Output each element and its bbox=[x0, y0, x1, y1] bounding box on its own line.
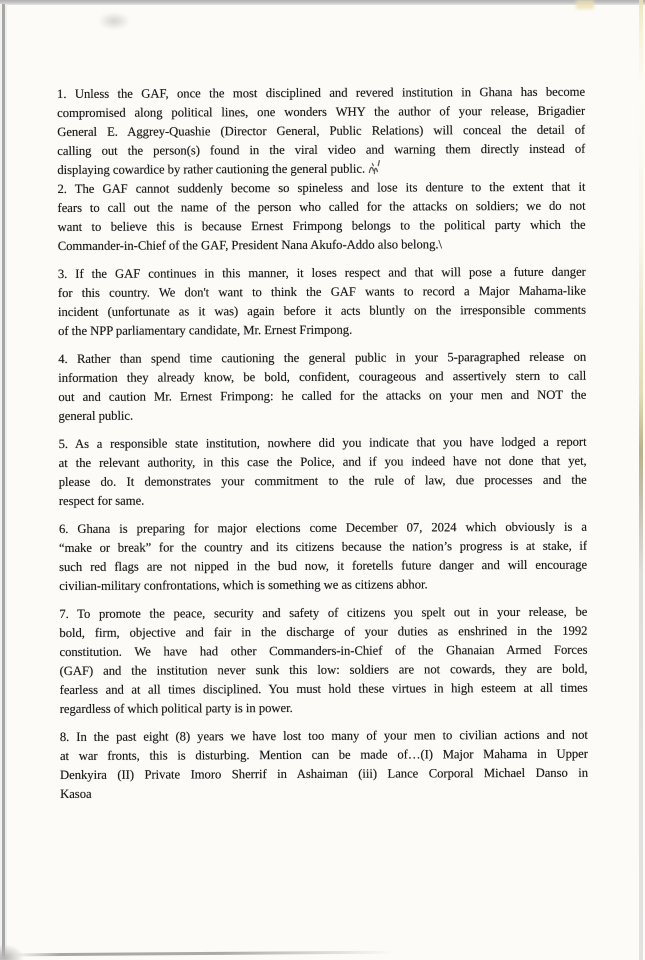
text-line: calling out the person(s) found in the viral video and warning them directly instead of bbox=[57, 141, 586, 158]
paper-edge-bottom-shadow bbox=[14, 951, 394, 957]
paper-smudge-top-left bbox=[98, 12, 130, 30]
text-line: fearless and at all times disciplined. You must hold these virtues in high esteem at all times bbox=[59, 680, 588, 697]
text-line: want to believe this is because Ernest Frimpong belongs to the political party which the bbox=[57, 217, 586, 234]
text-line: “make or break” for the country and its citizens because the nation’s progress is at stake, if bbox=[58, 538, 588, 555]
text-line: (GAF) and the institution never sunk this low: soldiers are not cowards, they are bold, bbox=[59, 661, 588, 678]
text-line: 5. As a responsible state institution, nowhere did you indicate that you have lodged a report bbox=[58, 434, 587, 451]
paragraph bbox=[58, 263, 586, 341]
text-line: respect for same. bbox=[58, 493, 145, 508]
text-line: civilian-military confrontations, which is something we as citizens abhor. bbox=[59, 577, 428, 593]
text-line: 6. Ghana is preparing for major elections come December 07, 2024 which obviously is a bbox=[58, 519, 587, 536]
text-line: 3. If the GAF continues in this manner, it loses respect and that will pose a future danger bbox=[57, 264, 586, 281]
text-line: please do. It demonstrates your commitment to the rule of law, due processes and the bbox=[58, 472, 587, 489]
paragraph bbox=[58, 348, 586, 426]
text-line: displaying cowardice by rather cautioning the general public. bbox=[57, 159, 585, 180]
text-line: such red flags are not nipped in the bud now, it foretells future danger and will encourage bbox=[59, 557, 588, 574]
photo-corner-bottom-left bbox=[0, 944, 24, 960]
text-line: at the relevant authority, in this case the Police, and if you indeed have not done that yet, bbox=[58, 453, 587, 470]
text-line: compromised along political lines, one wonders WHY the author of your release, Brigadier bbox=[57, 103, 586, 120]
text-line: constitution. We have had other Commanders-in-Chief of the Ghanaian Armed Forces bbox=[59, 642, 588, 659]
text-line: General E. Aggrey-Quashie (Director General, Public Relations) will conceal the detail of bbox=[57, 122, 586, 139]
paragraph bbox=[59, 603, 587, 719]
paragraph bbox=[57, 83, 585, 180]
text-line: of the NPP parliamentary candidate, Mr. Ernest Frimpong. bbox=[58, 322, 353, 338]
text-line: for this country. We don't want to think the GAF wants to record a Major Mahama-like bbox=[57, 283, 586, 300]
text-line: at war fronts, this is disturbing. Mention can be made of…(I) Major Mahama in Upper bbox=[59, 746, 588, 763]
text-line: general public. bbox=[58, 408, 134, 423]
text-line: bold, firm, objective and fair in the discharge of your duties as enshrined in the 1992 bbox=[59, 623, 588, 640]
paragraph bbox=[57, 178, 585, 256]
text-line: Commander-in-Chief of the GAF, President Nana Akufo-Addo also belong.\ bbox=[57, 237, 442, 253]
text-line: 8. In the past eight (8) years we have lost too many of your men to civilian actions and not bbox=[59, 727, 588, 744]
photo-edge-left bbox=[0, 4, 7, 956]
text-line: 2. The GAF cannot suddenly become so spineless and lose its denture to the extent that it bbox=[57, 179, 586, 196]
document-body bbox=[57, 83, 588, 813]
ink-smudge bbox=[367, 160, 384, 180]
text-line: 7. To promote the peace, security and safety of citizens you spelt out in your release, be bbox=[59, 604, 588, 621]
text-line: Kasoa bbox=[60, 786, 92, 801]
paragraph bbox=[59, 518, 587, 596]
photo-edge-top bbox=[0, 0, 645, 5]
text-line: 4. Rather than spend time cautioning the general public in your 5-paragraphed release on bbox=[58, 349, 587, 366]
paragraph bbox=[59, 433, 587, 511]
text-line: incident (unfortunate as it was) again before it acts bluntly on the irresponsible comments bbox=[57, 302, 587, 319]
paper-edge-right bbox=[639, 0, 643, 960]
paragraph bbox=[60, 726, 588, 804]
text-line: 1. Unless the GAF, once the most disciplined and revered institution in Ghana has become bbox=[57, 84, 586, 101]
paper-crease-top bbox=[576, 0, 594, 9]
text-line: fears to call out the name of the person who called for the attacks on soldiers; we do not bbox=[57, 198, 586, 215]
text-line: regardless of which political party is in power. bbox=[59, 700, 293, 716]
text-line: Denkyira (II) Private Imoro Sherrif in Ashaiman (iii) Lance Corporal Michael Danso in bbox=[59, 765, 589, 782]
text-line: out and caution Mr. Ernest Frimpong: he called for the attacks on your men and NOT the bbox=[58, 387, 587, 404]
text-line: information they already know, be bold, confident, courageous and assertively stern to call bbox=[58, 368, 587, 385]
